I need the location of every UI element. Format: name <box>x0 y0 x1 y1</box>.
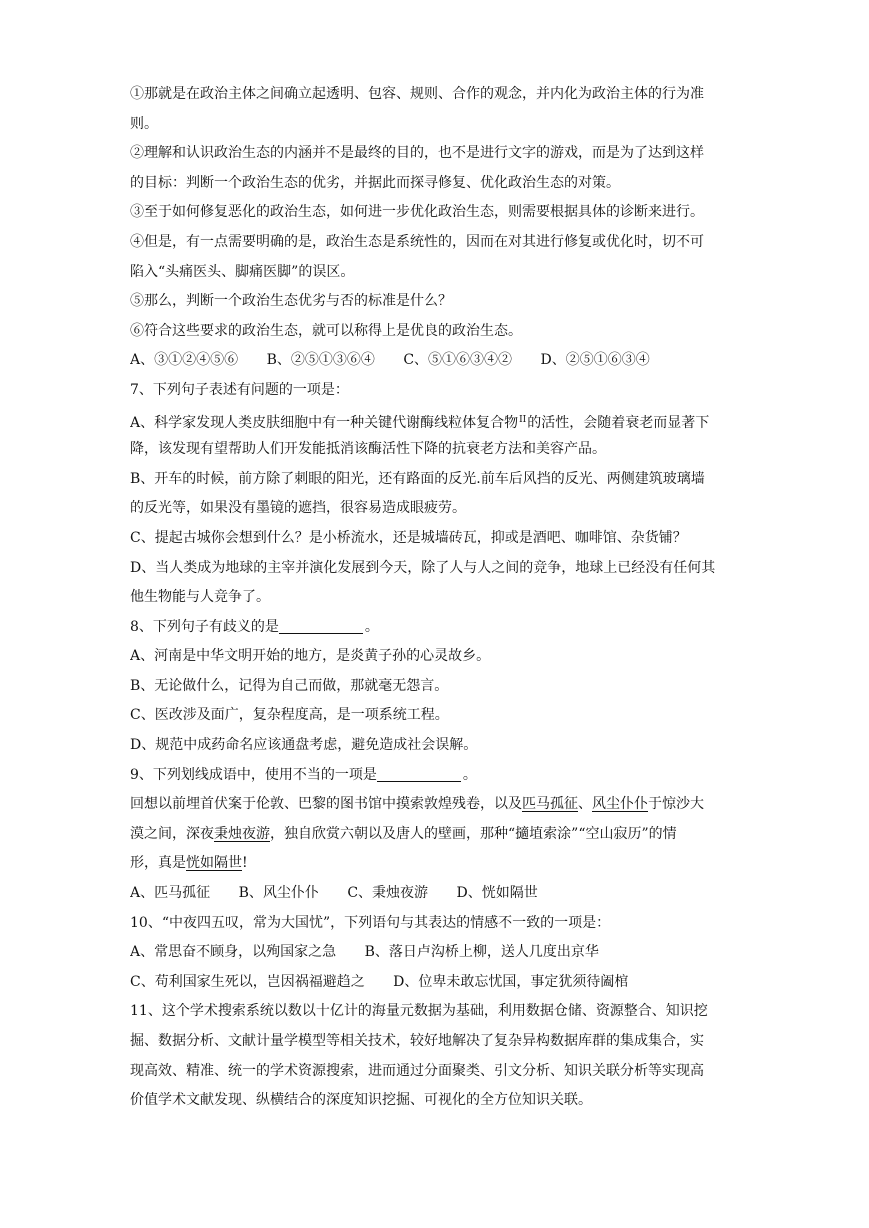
q10-stem: 10、“中夜四五叹，常为大国忧”，下列语句与其表达的情感不一致的一项是： <box>130 914 611 931</box>
q9-answer-blank[interactable] <box>377 767 461 782</box>
q8-answer-blank[interactable] <box>279 619 363 634</box>
q8-option-d: D、规范中成药命名应该通盘考虑，避免造成社会误解。 <box>130 737 478 754</box>
q6-sentence-6: ⑥符合这些要求的政治生态，就可以称得上是优良的政治生态。 <box>130 322 522 339</box>
q9-p1-text-a: 回想以前埋首伏案于伦敦、巴黎的图书馆中摸索敦煌残卷，以及 <box>130 796 522 813</box>
document-page <box>130 80 770 1116</box>
q10-options-cd <box>130 968 770 998</box>
q6-sentence-1-line-1: ①那就是在政治主体之间确立起透明、包容、规则、合作的观念，并内化为政治主体的行为准 <box>130 86 704 102</box>
q9-option-b: B、风尘仆仆 <box>238 885 319 902</box>
q6-sentence-5: ⑤那么，判断一个政治生态优劣与否的标准是什么？ <box>130 293 452 310</box>
q11-line-3: 现高效、精准、统一的学术资源搜索，进而通过分面聚类、引文分析、知识关联分析等实现高 <box>130 1062 704 1079</box>
q7-a-superscript: II <box>519 414 527 425</box>
q6-sentence-4-line-1: ④但是，有一点需要明确的是，政治生态是系统性的，因而在对其进行修复或优化时，切不可 <box>130 233 704 250</box>
q10-option-c: C、苟利国家生死以，岂因祸福避趋之 <box>130 973 365 990</box>
q9-underlined-idiom-1: 匹马孤征 <box>522 796 578 813</box>
q6-sentence-3: ③至于如何修复恶化的政治生态，如何进一步优化政治生态，则需要根据具体的诊断来进行。 <box>130 204 704 221</box>
q9-underlined-idiom-2: 风尘仆仆 <box>592 796 648 813</box>
q7-option-a-line-1 <box>130 406 770 436</box>
q10-options-ab <box>130 938 770 968</box>
q9-stem-end: 。 <box>462 766 477 783</box>
q6-option-c: C、⑤①⑥③④② <box>403 352 513 369</box>
q7-option-b-line-1: B、开车的时候，前方除了刺眼的阳光，还有路面的反光.前车后风挡的反光、两侧建筑玻璃墙 <box>130 470 705 487</box>
q9-p3-text-b: ! <box>242 855 248 872</box>
q7-option-d-line-2: 他生物能与人竞争了。 <box>130 589 270 606</box>
q6-sentence-2-line-2: 的目标：判断一个政治生态的优劣，并据此而探寻修复、优化政治生态的对策。 <box>130 174 620 191</box>
q8-stem-end: 。 <box>364 618 379 635</box>
q7-a-text-2: 的活性，会随着衰老而显著下 <box>527 414 710 431</box>
q9-underlined-idiom-3: 秉烛夜游 <box>214 825 270 842</box>
q9-p2-text-a: 漠之间，深夜 <box>130 825 214 842</box>
q9-p3-text-a: 形，真是 <box>130 855 186 872</box>
q7-option-c: C、提起古城你会想到什么？是小桥流水，还是城墙砖瓦，抑或是酒吧、咖啡馆、杂货铺？ <box>130 529 687 546</box>
q7-option-b-line-2: 的反光等，如果没有墨镜的遮挡，很容易造成眼疲劳。 <box>130 500 466 517</box>
q7-stem: 7、下列句子表述有问题的一项是： <box>130 381 349 398</box>
q6-sentence-2-line-1: ②理解和认识政治生态的内涵并不是最终的目的，也不是进行文字的游戏，而是为了达到这样 <box>130 145 704 162</box>
q9-underlined-idiom-4: 恍如隔世 <box>186 855 242 872</box>
q9-stem-line <box>130 761 770 791</box>
q9-p2-text-b: ，独自欣赏六朝以及唐人的壁画，那种“擿埴索涂”“空山寂历”的情 <box>270 825 677 842</box>
q11-line-1: 11、这个学术搜索系统以数以十亿计的海量元数据为基础，利用数据仓储、资源整合、知识挖 <box>130 1003 708 1020</box>
q7-a-text-1: A、科学家发现人类皮肤细胞中有一种关键代谢酶线粒体复合物 <box>130 414 519 431</box>
q8-option-c: C、医改涉及面广，复杂程度高，是一项系统工程。 <box>130 707 449 724</box>
q9-p1-sep: 、 <box>578 796 592 813</box>
q6-options <box>130 346 770 376</box>
q9-passage-line-3 <box>130 849 770 879</box>
q8-option-b: B、无论做什么，记得为自己而做，那就毫无怨言。 <box>130 677 449 694</box>
q10-option-a: A、常思奋不顾身，以殉国家之急 <box>130 944 337 961</box>
q8-stem: 8、下列句子有歧义的是 <box>130 618 279 635</box>
q9-passage-line-1 <box>130 790 770 820</box>
q6-sentence-4-line-2: 陷入“头痛医头、脚痛医脚”的误区。 <box>130 263 355 280</box>
q9-passage-line-2 <box>130 820 770 850</box>
q6-option-a: A、③①②④⑤⑥ <box>130 352 239 369</box>
q9-p1-text-b: 于惊沙大 <box>648 796 704 813</box>
q9-option-a: A、匹马孤征 <box>130 885 211 902</box>
q7-option-d-line-1: D、当人类成为地球的主宰并演化发展到今天，除了人与人之间的竞争，地球上已经没有任何其 <box>130 559 716 576</box>
q9-options <box>130 879 770 909</box>
q6-option-d: D、②⑤①⑥③④ <box>540 352 650 369</box>
q10-option-b: B、落日卢沟桥上柳，送人几度出京华 <box>364 944 599 961</box>
q9-option-c: C、秉烛夜游 <box>347 885 429 902</box>
q9-stem: 9、下列划线成语中，使用不当的一项是 <box>130 766 377 783</box>
q10-option-d: D、位卑未敢忘忧国，事定犹须待阖棺 <box>393 973 629 990</box>
q9-option-d: D、恍如隔世 <box>456 885 538 902</box>
q8-option-a: A、河南是中华文明开始的地方，是炎黄子孙的心灵故乡。 <box>130 648 491 665</box>
q8-stem-line <box>130 613 770 643</box>
q6-option-b: B、②⑤①③⑥④ <box>266 352 375 369</box>
q7-option-a-line-2: 降，该发现有望帮助人们开发能抵消该酶活性下降的抗衰老方法和美容产品。 <box>130 441 606 458</box>
q11-line-2: 掘、数据分析、文献计量学模型等相关技术，较好地解决了复杂异构数据库群的集成集合，实 <box>130 1033 704 1049</box>
q11-line-4: 价值学术文献发现、纵横结合的深度知识挖掘、可视化的全方位知识关联。 <box>130 1092 592 1109</box>
q6-sentence-1-line-2: 则。 <box>130 115 158 132</box>
